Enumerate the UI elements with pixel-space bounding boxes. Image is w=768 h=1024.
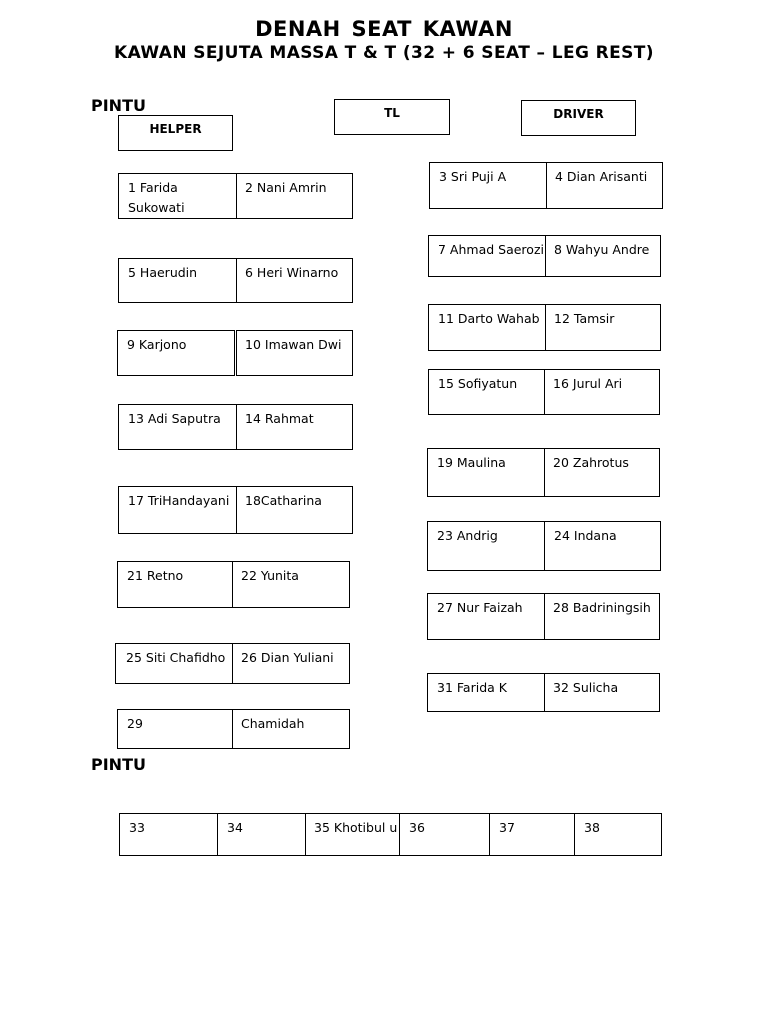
driver-seat: DRIVER bbox=[521, 100, 636, 136]
seat-28: 28 Badriningsih bbox=[544, 593, 660, 640]
seat-6: 6 Heri Winarno bbox=[236, 258, 353, 303]
seat-32: 32 Sulicha bbox=[544, 673, 660, 712]
seat-33: 33 bbox=[119, 813, 218, 856]
seat-25: 25 Siti Chafidho bbox=[115, 643, 233, 684]
seat-34: 34 bbox=[217, 813, 306, 856]
page-title: DENAH SEAT KAWAN bbox=[255, 17, 513, 41]
seat-3: 3 Sri Puji A bbox=[429, 162, 547, 209]
seat-7: 7 Ahmad Saerozi bbox=[428, 235, 546, 277]
page-subtitle: KAWAN SEJUTA MASSA T & T (32 + 6 SEAT – LEG REST) bbox=[114, 43, 654, 63]
seat-14: 14 Rahmat bbox=[236, 404, 353, 450]
seat-29: 29 bbox=[117, 709, 233, 749]
seat-1: 1 Farida Sukowati bbox=[118, 173, 237, 219]
seat-18: 18Catharina bbox=[236, 486, 353, 534]
seat-27: 27 Nur Faizah bbox=[427, 593, 545, 640]
seat-24: 24 Indana bbox=[544, 521, 661, 571]
seat-21: 21 Retno bbox=[117, 561, 233, 608]
seat-5: 5 Haerudin bbox=[118, 258, 237, 303]
seat-12: 12 Tamsir bbox=[545, 304, 661, 351]
seat-19: 19 Maulina bbox=[427, 448, 545, 497]
seat-30: Chamidah bbox=[232, 709, 350, 749]
tour-leader-seat: TL bbox=[334, 99, 450, 135]
seat-11: 11 Darto Wahab bbox=[428, 304, 546, 351]
seat-23: 23 Andrig bbox=[427, 521, 545, 571]
seat-36: 36 bbox=[399, 813, 490, 856]
seat-4: 4 Dian Arisanti bbox=[546, 162, 663, 209]
seat-13: 13 Adi Saputra bbox=[118, 404, 237, 450]
seat-35: 35 Khotibul u bbox=[305, 813, 400, 856]
seat-20: 20 Zahrotus bbox=[544, 448, 660, 497]
helper-seat: HELPER bbox=[118, 115, 233, 151]
seat-17: 17 TriHandayani bbox=[118, 486, 237, 534]
seat-22: 22 Yunita bbox=[232, 561, 350, 608]
seat-26: 26 Dian Yuliani bbox=[232, 643, 350, 684]
seat-9: 9 Karjono bbox=[117, 330, 235, 376]
seat-38: 38 bbox=[574, 813, 662, 856]
seat-10: 10 Imawan Dwi bbox=[236, 330, 353, 376]
seat-15: 15 Sofiyatun bbox=[428, 369, 545, 415]
seat-37: 37 bbox=[489, 813, 575, 856]
seat-8: 8 Wahyu Andre bbox=[545, 235, 661, 277]
seat-31: 31 Farida K bbox=[427, 673, 545, 712]
seat-2: 2 Nani Amrin bbox=[236, 173, 353, 219]
door-label-rear: PINTU bbox=[91, 755, 146, 774]
door-label-front: PINTU bbox=[91, 96, 146, 115]
seat-16: 16 Jurul Ari bbox=[544, 369, 660, 415]
